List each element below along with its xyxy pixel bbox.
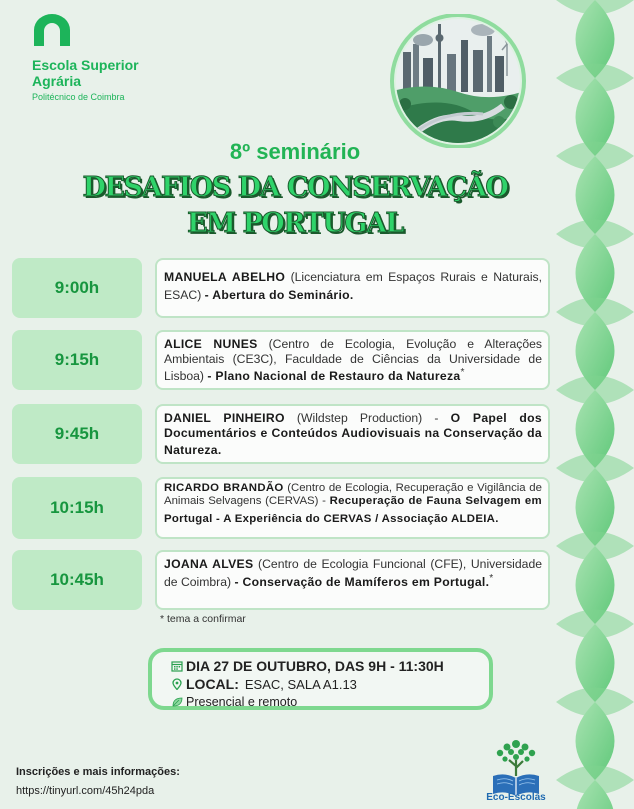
session-description: [155, 258, 550, 318]
speaker-affiliation: (Licenciatura em Espaços Rurais e Naturais, ESAC): [164, 270, 543, 302]
schedule-row: [12, 404, 550, 464]
time-slot: 9:45h: [12, 404, 142, 464]
school-arch-icon: [32, 12, 72, 46]
time-slot: 10:45h: [12, 550, 142, 610]
location-line: [171, 675, 479, 693]
registration-link[interactable]: https://tinyurl.com/45h24pda: [16, 785, 155, 797]
eco-escolas-name: Eco-Escolas: [486, 792, 546, 803]
event-date: DIA 27 DE OUTUBRO, DAS 9H - 11:30H: [186, 658, 444, 674]
speaker-name: JOANA ALVES: [164, 557, 254, 571]
time-slot: 9:15h: [12, 330, 142, 390]
speaker-affiliation: (Centro de Ecologia, Recuperação e Vigilância de Animais Selvagens (CERVAS) -: [164, 482, 542, 508]
tbc-mark: *: [460, 367, 465, 379]
title-line-2: EM PORTUGAL: [187, 208, 403, 239]
speaker-name: RICARDO BRANDÃO: [164, 482, 284, 494]
decorative-pattern: [556, 0, 634, 809]
seminar-title: [0, 170, 590, 242]
session-topic: - Conservação de Mamíferos em Portugal.: [234, 574, 490, 589]
schedule-row: [12, 550, 550, 610]
session-topic: O Papel dos Documentários e Conteúdos Audiovisuais na Conservação da Natureza.: [164, 411, 542, 458]
schedule-row: [12, 330, 550, 390]
attendance-mode: Presencial e remoto: [186, 695, 298, 709]
speaker-affiliation: (Wildstep Production) -: [284, 411, 451, 425]
speaker-affiliation: (Centro de Ecologia Funcional (CFE), Universidade de Coimbra): [164, 557, 542, 589]
title-line-1: DESAFIOS DA CONSERVAÇÃO: [82, 172, 508, 203]
location-label: LOCAL:: [186, 676, 239, 692]
seminar-number: 8º seminário: [229, 139, 361, 164]
time-slot: 10:15h: [12, 477, 142, 539]
tbc-note: * tema a confirmar: [160, 613, 246, 625]
speaker-name: DANIEL PINHEIRO: [164, 411, 285, 425]
leaf-pattern-icon: [556, 0, 634, 809]
date-line: [171, 657, 479, 675]
school-subtitle: Politécnico de Coimbra: [32, 92, 125, 102]
speaker-name: ALICE NUNES: [164, 337, 258, 351]
session-topic: - Plano Nacional de Restauro da Natureza: [207, 369, 461, 384]
schedule-row: [12, 258, 550, 318]
location-value: ESAC, SALA A1.13: [244, 676, 357, 692]
session-description: [155, 477, 550, 539]
tbc-mark: *: [489, 572, 494, 584]
speaker-name: MANUELA ABELHO: [164, 270, 286, 284]
school-name: Escola Superior Agrária: [32, 57, 139, 89]
session-description: [155, 550, 550, 610]
session-topic: - Abertura do Seminário.: [204, 287, 354, 302]
schedule-row: [12, 477, 550, 539]
speaker-affiliation: (Centro de Ecologia, Evolução e Alterações Ambientais (CE3C), Faculdade de Ciências da Universidade de Lisboa): [164, 337, 542, 384]
session-description: [155, 330, 550, 390]
calendar-icon: [171, 660, 183, 672]
registration-info: [16, 766, 180, 797]
leaf-icon: [171, 696, 183, 708]
city-nature-illustration: [383, 14, 533, 148]
session-topic: Recuperação de Fauna Selvagem em Portugal - A Experiência do CERVAS / Associação ALDEIA.: [164, 495, 542, 526]
location-pin-icon: [171, 678, 183, 690]
mode-line: [171, 693, 479, 711]
event-info-box: [148, 648, 493, 710]
school-logo: [32, 12, 162, 102]
session-description: [155, 404, 550, 464]
registration-label: Inscrições e mais informações:: [16, 766, 180, 778]
time-slot: 9:00h: [12, 258, 142, 318]
